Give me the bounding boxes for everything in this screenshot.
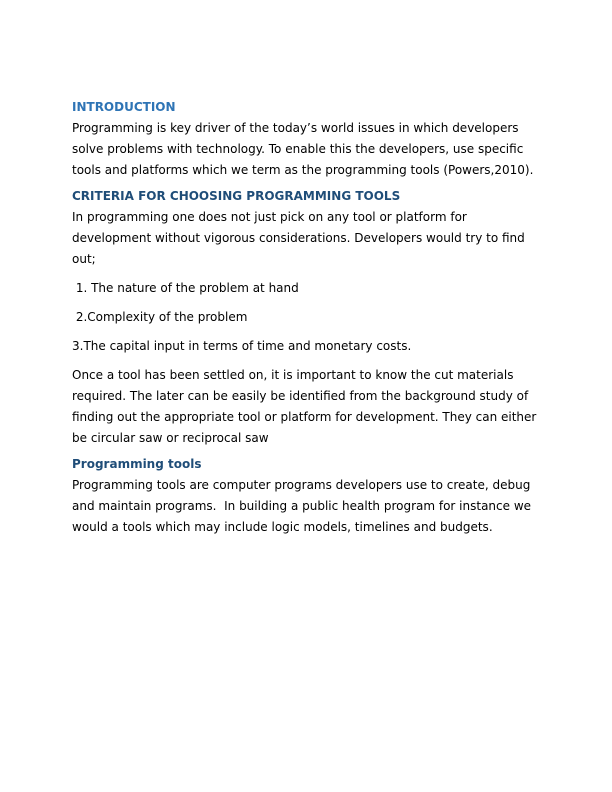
criteria-paragraph: In programming one does not just pick on any tool or platform for development without vigorous considerations. Developers would try to find out; bbox=[72, 210, 525, 266]
heading-introduction: INTRODUCTION bbox=[72, 100, 176, 114]
criteria-list-item-1: 1. The nature of the problem at hand bbox=[72, 281, 299, 295]
programming-tools-paragraph: Programming tools are computer programs developers use to create, debug and maintain programs. In building a public health program for instance we would a tools which may include logic models, timelines and budgets. bbox=[72, 478, 535, 534]
heading-criteria: CRITERIA FOR CHOOSING PROGRAMMING TOOLS bbox=[72, 189, 401, 203]
document-page bbox=[72, 99, 544, 538]
heading-programming-tools: Programming tools bbox=[72, 457, 202, 471]
introduction-paragraph: Programming is key driver of the today’s world issues in which developers solve problems with technology. To enable this the developers, use specific tools and platforms which we term as the programming tools (Powers,2010). bbox=[72, 121, 534, 177]
criteria-list-item-3: 3.The capital input in terms of time and monetary costs. bbox=[72, 339, 412, 353]
criteria-list-item-2: 2.Complexity of the problem bbox=[72, 310, 248, 324]
cut-materials-paragraph: Once a tool has been settled on, it is important to know the cut materials required. The later can be easily be identified from the background study of finding out the appropriate tool or platform for development. They can either be circular saw or reciprocal saw bbox=[72, 368, 537, 445]
